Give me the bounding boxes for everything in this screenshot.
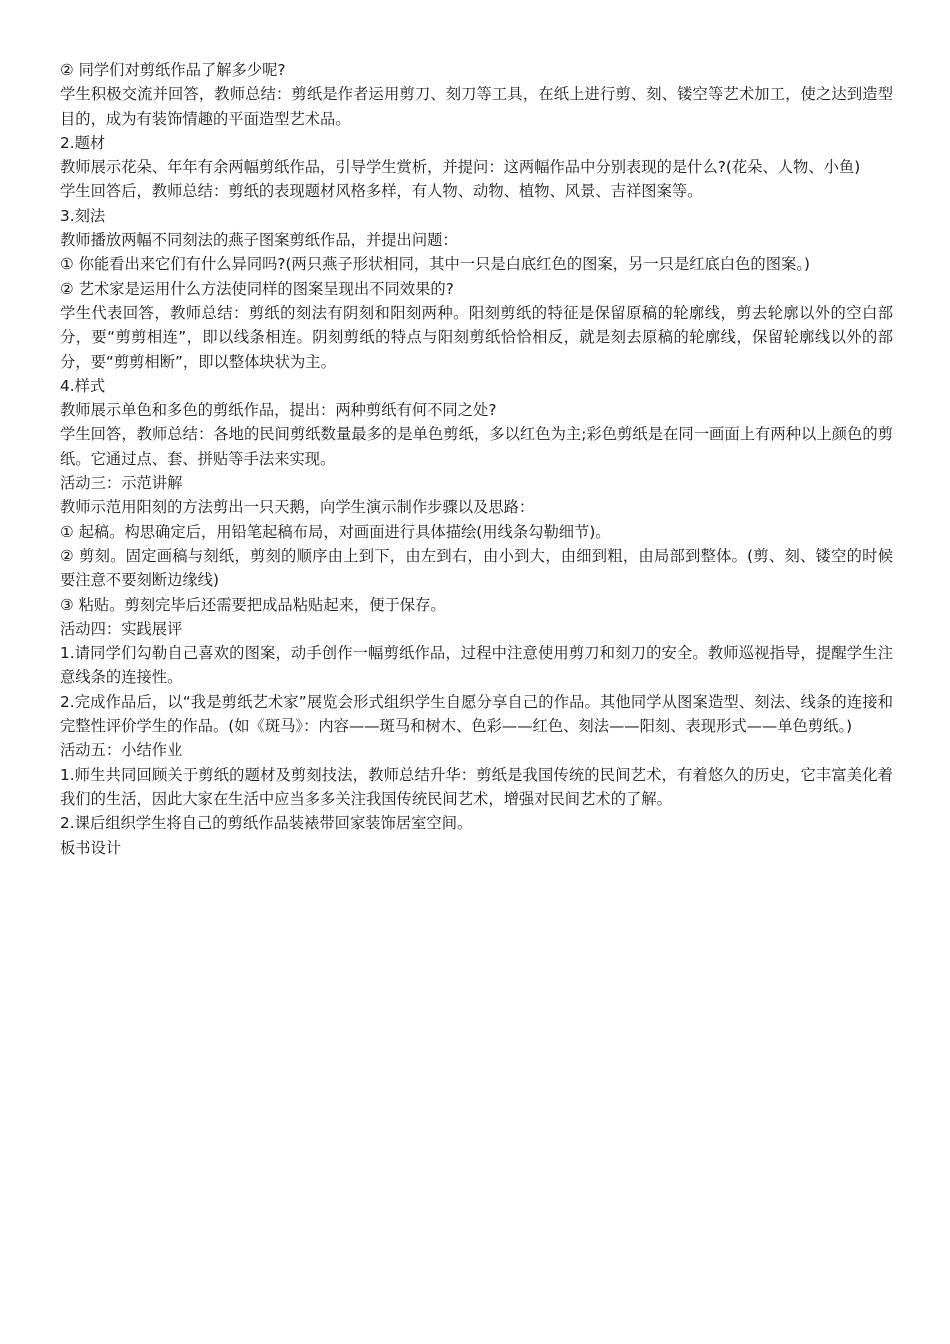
summary-item-1: 1.师生共同回顾关于剪纸的题材及剪刻技法，教师总结升华：剪纸是我国传统的民间艺术，有着悠久的历史，它丰富美化着我们的生活，因此大家在生活中应当多多关注我国传统民间艺术，增强对民间艺术的了解。 [60,765,893,808]
activity-3-heading: 活动三：示范讲解 [60,474,183,493]
paper-cut-definition-summary: 学生积极交流并回答，教师总结：剪纸是作者运用剪刀、刻刀等工具，在纸上进行剪、刻、镂空等艺术加工，使之达到造型目的，成为有装饰情趣的平面造型艺术品。 [60,85,893,128]
practice-item-1: 1.请同学们勾勒自己喜欢的图案，动手创作一幅剪纸作品，过程中注意使用剪刀和刻刀的安全。教师巡视指导，提醒学生注意线条的连接性。 [60,644,893,687]
activity-4-heading: 活动四：实践展评 [60,619,183,638]
question-2-text: ② 同学们对剪纸作品了解多少呢? [60,61,286,79]
carving-intro-text: 教师播放两幅不同刻法的燕子图案剪纸作品，并提出问题： [60,231,458,250]
demo-step-1: ① 起稿。构思确定后，用铅笔起稿布局，对画面进行具体描绘(用线条勾勒细节)。 [60,522,611,541]
section-heading-subject: 2.题材 [60,133,106,152]
board-design-heading: 板书设计 [60,838,122,857]
style-summary: 学生回答，教师总结：各地的民间剪纸数量最多的是单色剪纸，多以红色为主;彩色剪纸是在同一画面上有两种以上颜色的剪纸。它通过点、套、拼贴等手法来实现。 [60,425,893,468]
demo-step-2: ② 剪刻。固定画稿与刻纸，剪刻的顺序由上到下，由左到右，由小到大，由细到粗，由局部到整体。(剪、刻、镂空的时候要注意不要刻断边缘线) [60,546,893,590]
subject-summary: 学生回答后，教师总结：剪纸的表现题材风格多样，有人物、动物、植物、风景、吉祥图案等。 [60,182,703,201]
practice-item-2: 2.完成作品后，以“我是剪纸艺术家”展览会形式组织学生自愿分享自己的作品。其他同学从图案造型、刻法、线条的连接和完整性评价学生的作品。(如《斑马》：内容——斑马和树木、色彩——红色、刻法——阳刻、表现形式——单色剪纸。) [60,692,893,736]
document-page [60,58,893,860]
carving-summary: 学生代表回答，教师总结：剪纸的刻法有阴刻和阳刻两种。阳刻剪纸的特征是保留原稿的轮廓线，剪去轮廓以外的空白部分，要“剪剪相连”，即以线条相连。阴刻剪纸的特点与阳刻剪纸恰恰相反，就是刻去原稿的轮廓线，保留轮廓线以外的部分，要“剪剪相断”，即以整体块状为主。 [60,303,893,371]
subject-showcase-text: 教师展示花朵、年年有余两幅剪纸作品，引导学生赏析，并提问：这两幅作品中分别表现的是什么?(花朵、人物、小鱼) [60,158,861,177]
demo-step-3: ③ 粘贴。剪刻完毕后还需要把成品粘贴起来，便于保存。 [60,595,446,614]
carving-question-2: ② 艺术家是运用什么方法使同样的图案呈现出不同效果的? [60,279,454,298]
summary-item-2: 2.课后组织学生将自己的剪纸作品装裱带回家装饰居室空间。 [60,814,473,833]
section-heading-style: 4.样式 [60,376,106,395]
activity-5-heading: 活动五：小结作业 [60,741,183,760]
carving-question-1: ① 你能看出来它们有什么异同吗?(两只燕子形状相同，其中一只是白底红色的图案，另一只是红底白色的图案。) [60,255,810,274]
style-showcase-text: 教师展示单色和多色的剪纸作品，提出：两种剪纸有何不同之处? [60,401,497,420]
demo-intro-text: 教师示范用阳刻的方法剪出一只天鹅，向学生演示制作步骤以及思路： [60,498,535,517]
section-heading-carving: 3.刻法 [60,206,106,225]
